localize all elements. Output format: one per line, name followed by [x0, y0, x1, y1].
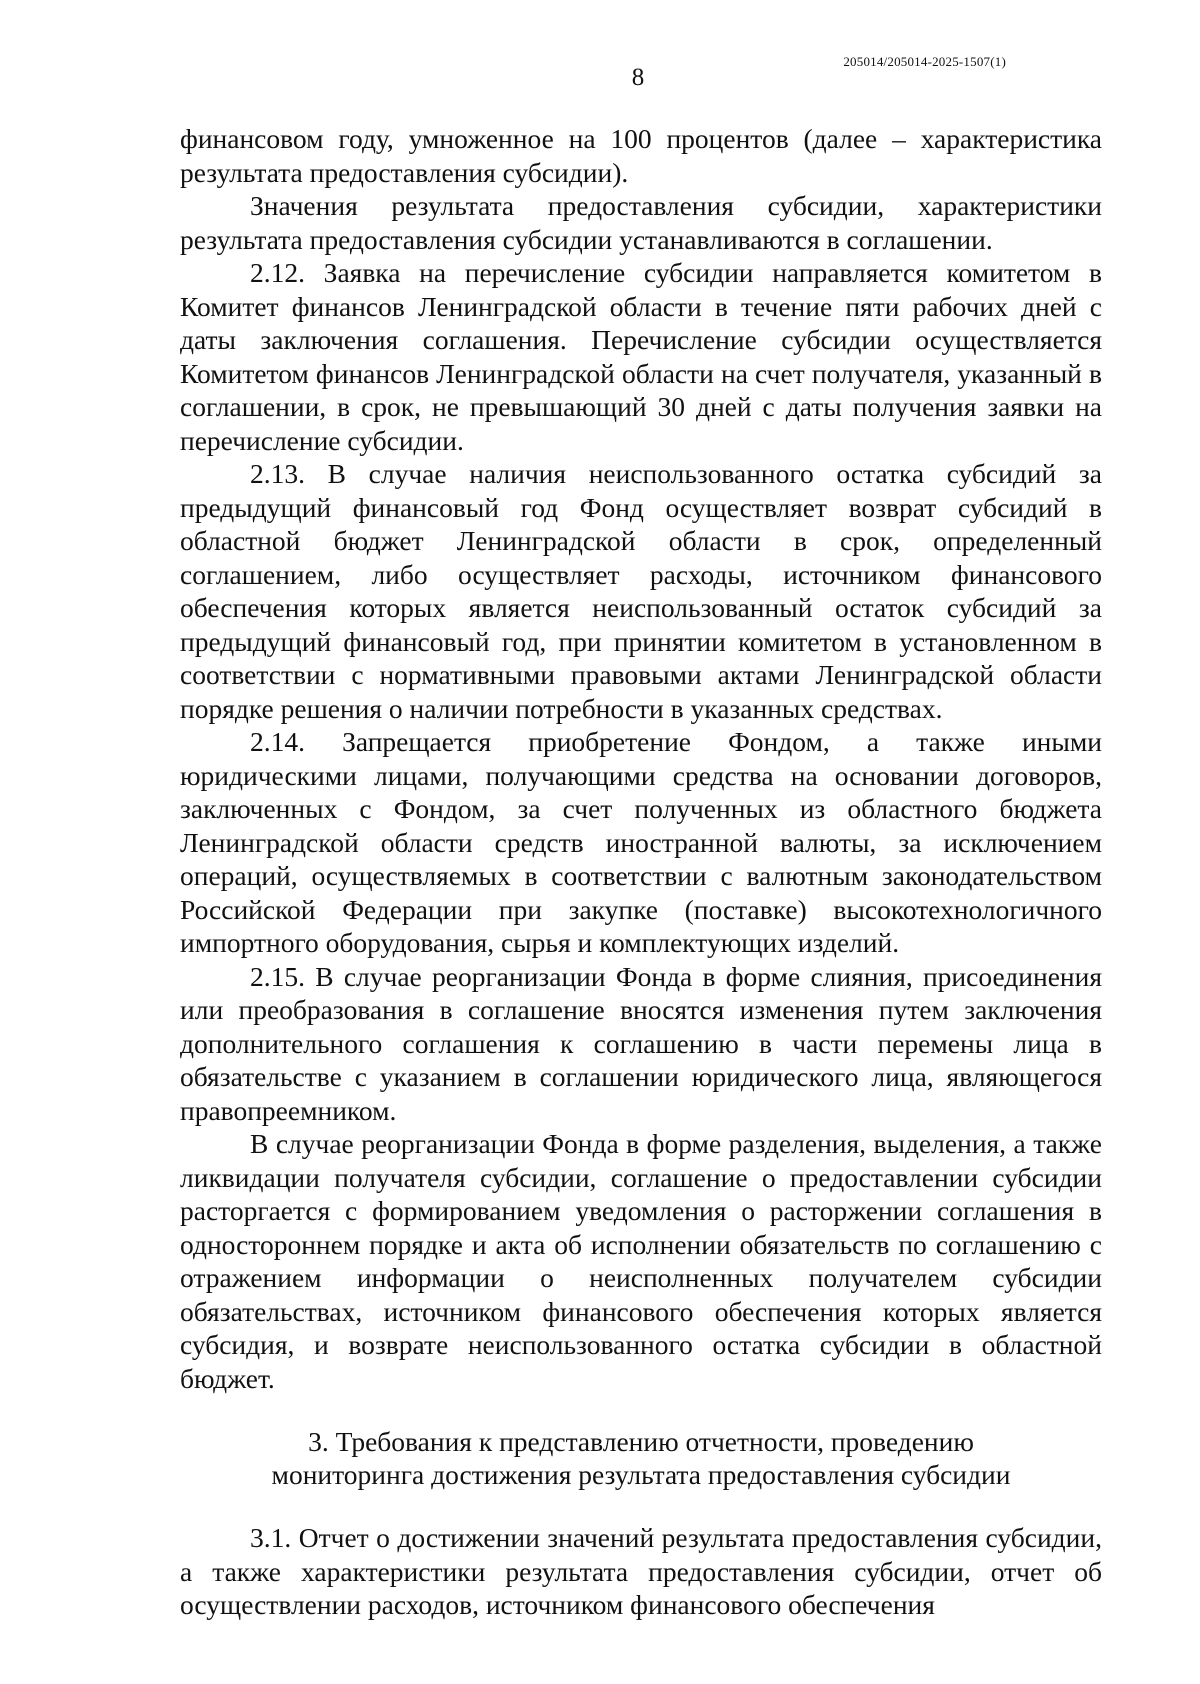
document-id: 205014/205014-2025-1507(1)	[843, 54, 1006, 69]
paragraph-values: Значения результата предоставления субсидии, характеристики результата предоставления субсидии устанавливаются в соглашении.	[180, 190, 1102, 255]
document-body	[180, 122, 1102, 1622]
paragraph-2-14: 2.14. Запрещается приобретение Фондом, а также иными юридическими лицами, получающими средства на основании договоров, заключенных с Фондом, за счет полученных из областного бюджета Ленинградской области средств иностранной валюты, за исключением операций, осуществляемых в соответствии с валютным законодательством Российской Федерации при закупке (поставке) высокотехнологичного импортного оборудования, сырья и комплектующих изделий.	[180, 726, 1102, 958]
paragraph-reorganization: В случае реорганизации Фонда в форме разделения, выделения, а также ликвидации получателя субсидии, соглашение о предоставлении субсидии расторгается с формированием уведомления о расторжении соглашения в одностороннем порядке и акта об исполнении обязательств по соглашению с отражением информации о неисполненных получателем субсидии обязательствах, источником финансового обеспечения которых является субсидия, и возврате неиспользованного остатка субсидии в областной бюджет.	[180, 1128, 1102, 1394]
page-number: 8	[631, 64, 645, 91]
section-heading-line-2: мониторинга достижения результата предоставления субсидии	[271, 1459, 1011, 1490]
section-heading-line-1: 3. Требования к представлению отчетности, проведению	[308, 1426, 974, 1457]
paragraph-continuation: финансовом году, умноженное на 100 процентов (далее – характеристика результата предоставления субсидии).	[180, 123, 1102, 188]
paragraph-2-12: 2.12. Заявка на перечисление субсидии направляется комитетом в Комитет финансов Ленинградской области в течение пяти рабочих дней с даты заключения соглашения. Перечисление субсидии осуществляется Комитетом финансов Ленинградской области на счет получателя, указанный в соглашении, в срок, не превышающий 30 дней с даты получения заявки на перечисление субсидии.	[180, 257, 1102, 456]
paragraph-3-1: 3.1. Отчет о достижении значений результата предоставления субсидии, а также характеристики результата предоставления субсидии, отчет об осуществлении расходов, источником финансового обеспечения	[180, 1522, 1102, 1620]
section-heading	[180, 1425, 1102, 1491]
paragraph-2-13: 2.13. В случае наличия неиспользованного остатка субсидий за предыдущий финансовый год Фонд осуществляет возврат субсидий в областной бюджет Ленинградской области в срок, определенный соглашением, либо осуществляет расходы, источником финансового обеспечения которых является неиспользованный остаток субсидий за предыдущий финансовый год, при принятии комитетом в установленном в соответствии с нормативными правовыми актами Ленинградской области порядке решения о наличии потребности в указанных средствах.	[180, 458, 1102, 724]
paragraph-2-15: 2.15. В случае реорганизации Фонда в форме слияния, присоединения или преобразования в соглашение вносятся изменения путем заключения дополнительного соглашения к соглашению в части перемены лица в обязательстве с указанием в соглашении юридического лица, являющегося правопреемником.	[180, 960, 1102, 1126]
